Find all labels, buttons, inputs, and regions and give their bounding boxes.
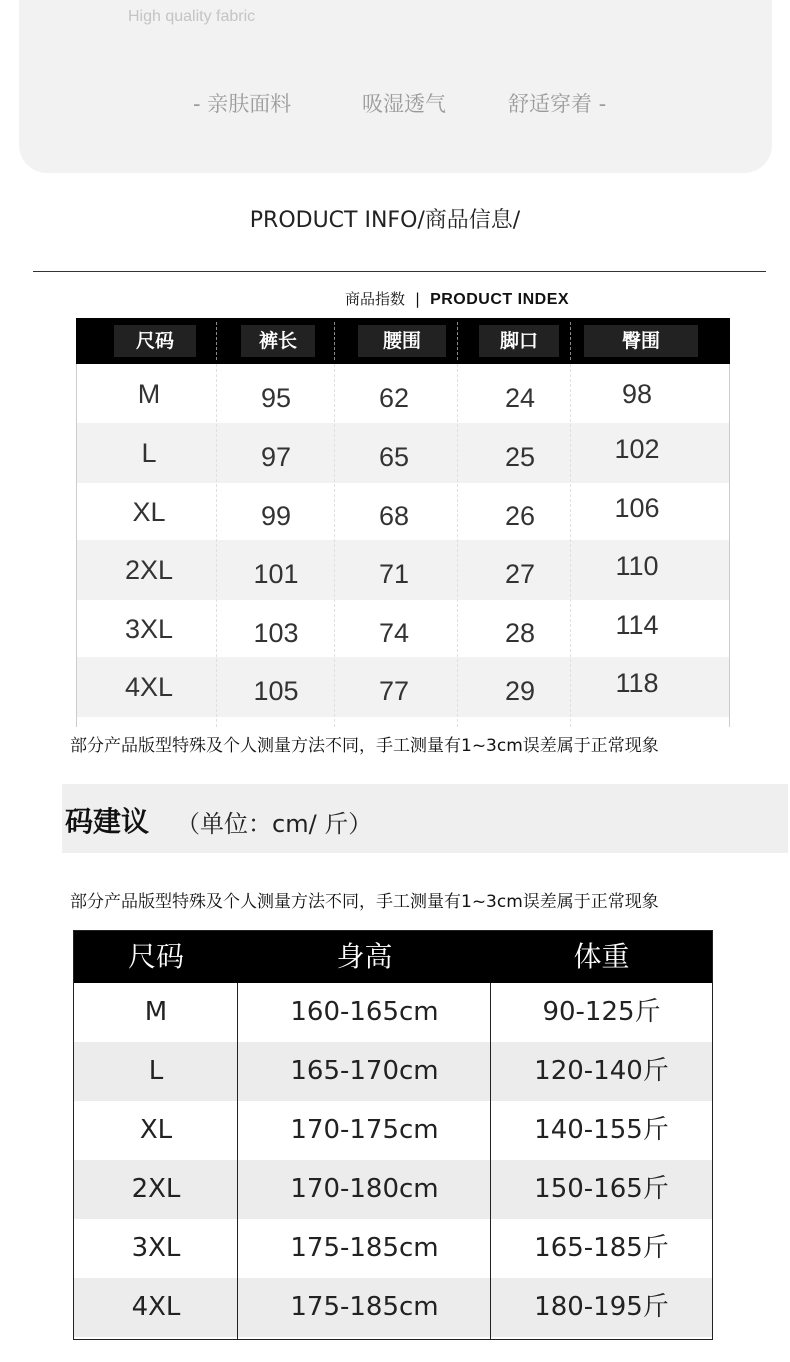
table-row — [77, 482, 729, 542]
table-cell: 98 — [621, 379, 653, 409]
header-divider — [216, 322, 217, 360]
table-row — [74, 1101, 712, 1160]
recommend-title: 码建议 — [65, 805, 150, 838]
header-length: 裤长 — [241, 325, 315, 357]
header-divider — [570, 322, 571, 360]
header-waist: 腰围 — [358, 325, 446, 357]
table-cell: 27 — [504, 559, 536, 589]
table-cell: 140-155斤 — [534, 1115, 669, 1145]
table-cell: 103 — [253, 618, 299, 648]
table-cell: 165-185斤 — [534, 1233, 669, 1263]
table-row — [77, 599, 729, 659]
table-cell: L — [141, 438, 157, 468]
table-cell: 3XL — [131, 1233, 181, 1263]
table-row — [74, 1160, 712, 1219]
index-caption-en: PRODUCT INDEX — [430, 291, 570, 308]
table-cell: 29 — [504, 676, 536, 706]
column-divider — [237, 983, 238, 1339]
table-cell: 106 — [614, 493, 660, 523]
table-cell: 102 — [614, 434, 660, 464]
table-cell: 110 — [615, 551, 659, 581]
table-cell: 28 — [504, 618, 536, 648]
table-cell: 114 — [615, 610, 659, 640]
table-row — [77, 540, 729, 600]
size-measurement-table — [76, 318, 730, 727]
table-cell: 175-185cm — [290, 1292, 439, 1322]
table-row — [77, 657, 729, 717]
recommend-table-header — [74, 931, 712, 983]
table-cell: 105 — [253, 676, 299, 706]
recommend-header-bar — [62, 784, 788, 853]
table-row — [74, 1042, 712, 1101]
index-caption-cn: 商品指数 — [345, 290, 406, 308]
table-cell: 4XL — [131, 1292, 181, 1322]
column-divider — [490, 983, 491, 1339]
table-row — [74, 983, 712, 1042]
header-height: 身高 — [336, 940, 393, 973]
header-divider — [457, 322, 458, 360]
feature-comfortable: 舒适穿着 - — [508, 92, 607, 116]
table-cell: 74 — [378, 618, 410, 648]
table-row — [77, 423, 729, 483]
table-cell: 101 — [253, 559, 299, 589]
table-cell: 150-165斤 — [534, 1174, 669, 1204]
column-divider — [216, 364, 217, 727]
table-cell: 95 — [260, 383, 292, 413]
feature-skin-friendly: - 亲肤面料 — [193, 92, 292, 116]
table-cell: 2XL — [131, 1174, 181, 1204]
header-weight: 体重 — [573, 940, 630, 973]
size-table-header — [76, 318, 730, 364]
table-cell: 170-180cm — [290, 1174, 439, 1204]
table-cell: 71 — [378, 559, 410, 589]
header-hip: 臀围 — [584, 325, 698, 357]
table-cell: 25 — [504, 442, 536, 472]
table-cell: 175-185cm — [290, 1233, 439, 1263]
measurement-note: 部分产品版型特殊及个人测量方法不同，手工测量有1~3cm误差属于正常现象 — [70, 736, 659, 756]
table-cell: 165-170cm — [290, 1056, 439, 1086]
table-cell: 170-175cm — [290, 1115, 439, 1145]
column-divider — [334, 364, 335, 727]
column-divider — [457, 364, 458, 727]
table-cell: XL — [139, 1115, 173, 1145]
table-cell: XL — [132, 497, 166, 527]
recommend-unit: （单位：cm/ 斤） — [176, 810, 373, 838]
table-cell: 62 — [378, 383, 410, 413]
table-cell: L — [148, 1056, 164, 1086]
table-cell: 68 — [378, 501, 410, 531]
feature-breathable: 吸湿透气 — [362, 92, 446, 116]
header-hem: 脚口 — [479, 325, 559, 357]
table-row — [77, 364, 729, 424]
size-table-body — [76, 364, 730, 727]
table-cell: 97 — [260, 442, 292, 472]
table-cell: 26 — [504, 501, 536, 531]
table-cell: 120-140斤 — [534, 1056, 669, 1086]
table-cell: 77 — [378, 676, 410, 706]
product-index-caption — [345, 288, 569, 309]
section-divider — [33, 271, 766, 272]
header-divider — [334, 322, 335, 360]
table-cell: M — [137, 379, 161, 409]
table-cell: 99 — [260, 501, 292, 531]
table-cell: M — [144, 997, 168, 1027]
table-cell: 160-165cm — [290, 997, 439, 1027]
column-divider — [570, 364, 571, 727]
table-cell: 4XL — [124, 672, 174, 702]
index-caption-separator: | — [415, 290, 421, 308]
fabric-subtitle: High quality fabric — [128, 8, 256, 25]
table-cell: 90-125斤 — [542, 997, 661, 1027]
table-cell: 118 — [615, 668, 659, 698]
table-row — [74, 1278, 712, 1337]
table-cell: 2XL — [124, 555, 174, 585]
header-size: 尺码 — [114, 325, 196, 357]
product-info-title: PRODUCT INFO/商品信息/ — [249, 208, 521, 233]
table-cell: 180-195斤 — [534, 1292, 669, 1322]
recommend-note: 部分产品版型特殊及个人测量方法不同，手工测量有1~3cm误差属于正常现象 — [70, 892, 659, 912]
size-recommendation-table — [73, 930, 713, 1340]
header-size: 尺码 — [127, 940, 184, 973]
table-cell: 24 — [504, 383, 536, 413]
table-cell: 65 — [378, 442, 410, 472]
table-row — [74, 1219, 712, 1278]
table-cell: 3XL — [124, 614, 174, 644]
